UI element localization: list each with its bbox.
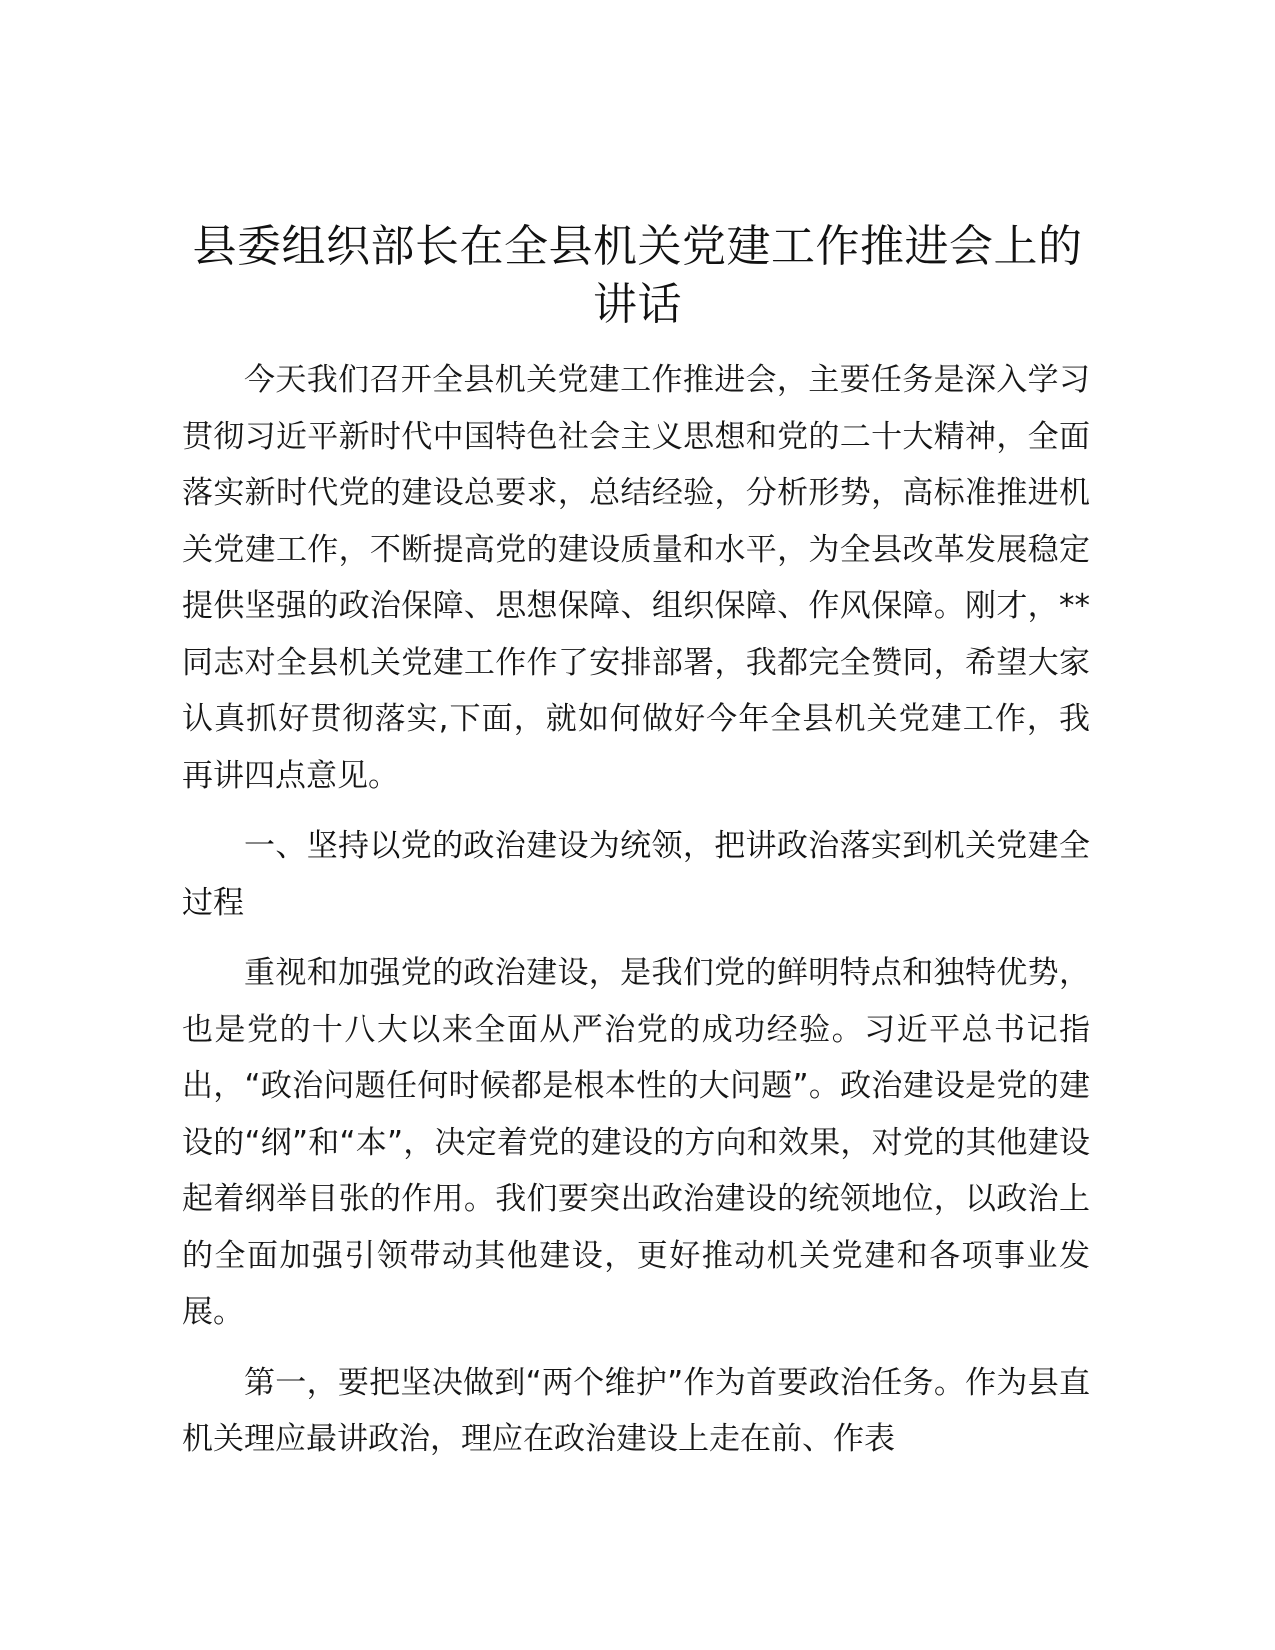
- document-body: [182, 352, 1090, 1482]
- section-heading-1: 一、坚持以党的政治建设为统领，把讲政治落实到机关党建全过程: [182, 828, 1090, 921]
- paragraph-political-building: 重视和加强党的政治建设，是我们党的鲜明特点和独特优势，也是党的十八大以来全面从严治党的成功经验。习近平总书记指出，“政治问题任何时候都是根本性的大问题”。政治建设是党的建设的“纲”和“本”，决定着党的建设的方向和效果，对党的其他建设起着纲举目张的作用。我们要突出政治建设的统领地位，以政治上的全面加强引领带动其他建设，更好推动机关党建和各项事业发展。: [182, 955, 1090, 1330]
- paragraph-first-point: 第一，要把坚决做到“两个维护”作为首要政治任务。作为县直机关理应最讲政治，理应在政治建设上走在前、作表: [182, 1364, 1090, 1457]
- paragraph-intro: 今天我们召开全县机关党建工作推进会，主要任务是深入学习贯彻习近平新时代中国特色社会主义思想和党的二十大精神，全面落实新时代党的建设总要求，总结经验，分析形势，高标准推进机关党建工作，不断提高党的建设质量和水平，为全县改革发展稳定提供坚强的政治保障、思想保障、组织保障、作风保障。刚才，**同志对全县机关党建工作作了安排部署，我都完全赞同，希望大家认真抓好贯彻落实,下面，就如何做好今年全县机关党建工作，我再讲四点意见。: [182, 362, 1090, 794]
- document-title: 县委组织部长在全县机关党建工作推进会上的讲话: [192, 221, 1083, 330]
